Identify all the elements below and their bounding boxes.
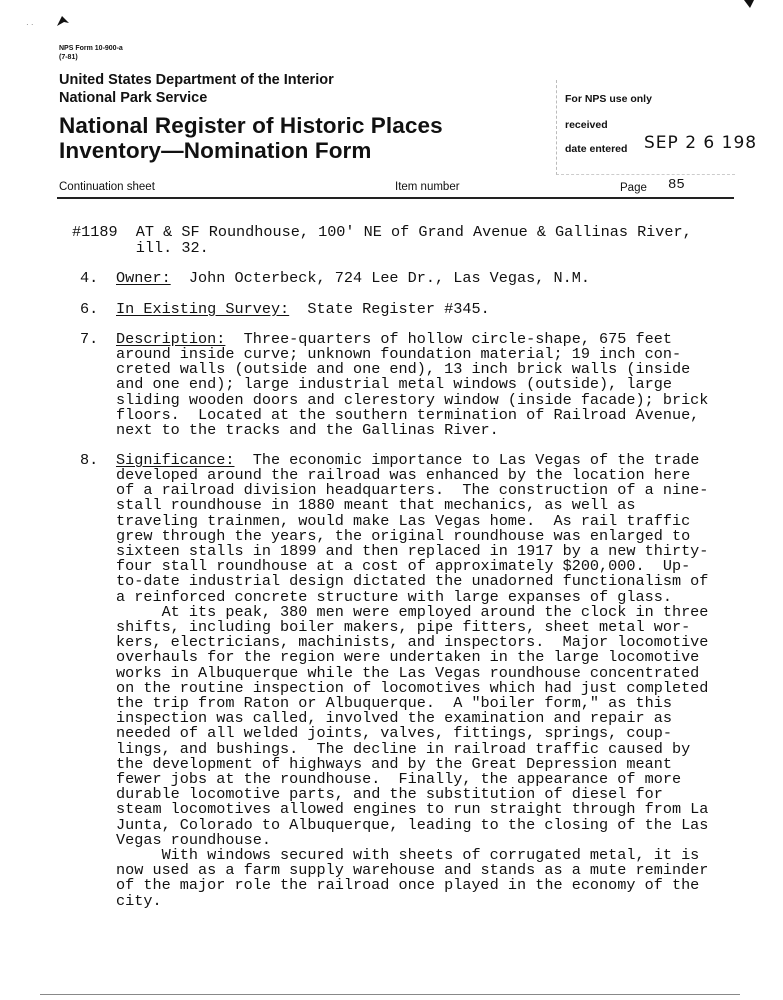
significance-line: works in Albuquerque while the Las Vegas roundhouse concentrated bbox=[116, 663, 700, 682]
description-line: creted walls (outside and one end), 13 inch brick walls (inside bbox=[116, 360, 691, 379]
significance-line: the development of highways and by the Great Depression meant bbox=[116, 754, 672, 773]
description-line: around inside curve; unknown foundation material; 19 inch con- bbox=[116, 345, 682, 363]
form-number-block bbox=[59, 44, 123, 62]
description-text: Three-quarters of hollow circle-shape, 675 feet bbox=[243, 330, 672, 348]
survey-number: 6. bbox=[80, 300, 99, 318]
form-number: NPS Form 10-900-a bbox=[59, 45, 123, 52]
item-number-label: Item number bbox=[395, 181, 460, 193]
significance-line: steam locomotives allowed engines to run straight through from La bbox=[116, 800, 709, 819]
service-name: National Park Service bbox=[59, 90, 208, 106]
significance-line: kers, electricians, machinists, and inspectors. Major locomotive bbox=[116, 633, 709, 652]
significance-line: With windows secured with sheets of corrugated metal, it is bbox=[116, 846, 700, 864]
significance-line: four stall roundhouse at a cost of approximately $200,000. Up- bbox=[116, 557, 691, 576]
significance-line: sixteen stalls in 1899 and then replaced in 1917 by a new thirty- bbox=[116, 542, 709, 560]
significance-line: grew through the years, the original roundhouse was enlarged to bbox=[116, 526, 691, 545]
survey-label: In Existing Survey: bbox=[116, 300, 290, 318]
description-line: floors. Located at the southern termination of Railroad Avenue, bbox=[116, 405, 700, 424]
header-rule bbox=[57, 197, 734, 199]
significance-line: needed of all welded joints, valves, fittings, springs, coup- bbox=[116, 724, 672, 743]
significance-line: now used as a farm supply warehouse and stands as a mute reminder bbox=[116, 861, 709, 880]
significance-line: At its peak, 380 men were employed around the clock in three bbox=[116, 602, 709, 621]
significance-text: The economic importance to Las Vegas of the trade bbox=[252, 451, 700, 469]
significance-line: developed around the railroad was enhanced by the location here bbox=[116, 466, 691, 484]
date-entered-label: date entered bbox=[565, 143, 628, 155]
significance-line: of a railroad division headquarters. The construction of a nine- bbox=[116, 481, 709, 500]
site-line: ill. 32. bbox=[72, 239, 209, 257]
significance-line: stall roundhouse in 1880 meant that mechanics, as well as bbox=[116, 496, 636, 515]
department-name: United States Department of the Interior bbox=[59, 72, 334, 88]
description-line: sliding wooden doors and clerestory window (inside facade); brick bbox=[116, 390, 709, 409]
significance-line: fewer jobs at the roundhouse. Finally, the appearance of more bbox=[116, 770, 682, 788]
site-line: #1189 AT & SF Roundhouse, 100' NE of Grand Avenue & Gallinas River, bbox=[72, 223, 692, 241]
significance-label: Significance: bbox=[116, 451, 235, 469]
significance-line: Junta, Colorado to Albuquerque, leading to the closing of the Las bbox=[116, 815, 709, 834]
date-stamp: SEP 2 6 198 bbox=[644, 133, 758, 153]
owner-number: 4. bbox=[80, 269, 99, 287]
page-bottom-edge bbox=[40, 994, 740, 995]
significance-line: the trip from Raton or Albuquerque. A "boiler form," as this bbox=[116, 694, 672, 712]
significance-line: durable locomotive parts, and the substitution of diesel for bbox=[116, 785, 663, 804]
page-number: 85 bbox=[668, 177, 685, 193]
significance-line: lings, and bushings. The decline in railroad traffic caused by bbox=[116, 739, 691, 758]
scan-mark-icon bbox=[56, 14, 70, 28]
significance-line: traveling trainmen, would make Las Vegas home. As rail traffic bbox=[116, 511, 691, 530]
owner-label: Owner: bbox=[116, 269, 171, 287]
form-title-line1: National Register of Historic Places bbox=[59, 113, 443, 138]
survey-entry bbox=[116, 301, 490, 317]
description-number: 7. bbox=[80, 330, 99, 348]
owner-text: John Octerbeck, 724 Lee Dr., Las Vegas, N.M. bbox=[188, 269, 590, 287]
page-label: Page bbox=[620, 182, 647, 194]
significance-line: a reinforced concrete structure with large expanses of glass. bbox=[116, 587, 672, 606]
description-line: and one end); large industrial metal windows (outside), large bbox=[116, 375, 672, 394]
significance-number: 8. bbox=[80, 451, 99, 469]
significance-line: city. bbox=[116, 891, 162, 910]
significance-line: of the major role the railroad once played in the economy of the bbox=[116, 876, 700, 895]
owner-entry bbox=[116, 270, 590, 286]
nps-use-label: For NPS use only bbox=[565, 93, 652, 105]
scan-ticks: · · bbox=[26, 20, 34, 29]
scan-corner-icon bbox=[744, 0, 754, 8]
significance-line: to-date industrial design dictated the unadorned functionalism of bbox=[116, 572, 709, 591]
description-label: Description: bbox=[116, 330, 226, 348]
continuation-sheet-label: Continuation sheet bbox=[59, 181, 155, 193]
survey-text: State Register #345. bbox=[307, 300, 490, 318]
description-line: next to the tracks and the Gallinas River. bbox=[116, 421, 499, 439]
received-label: received bbox=[565, 119, 608, 131]
significance-line: on the routine inspection of locomotives which had just completed bbox=[116, 678, 709, 697]
significance-line: shifts, including boiler makers, pipe fitters, sheet metal wor- bbox=[116, 618, 691, 636]
form-title-line2: Inventory—Nomination Form bbox=[59, 138, 372, 163]
significance-line: inspection was called, involved the examination and repair as bbox=[116, 709, 672, 728]
form-date: (7-81) bbox=[59, 54, 78, 61]
significance-line: Vegas roundhouse. bbox=[116, 830, 271, 849]
significance-line: overhauls for the region were undertaken in the large locomotive bbox=[116, 648, 700, 667]
